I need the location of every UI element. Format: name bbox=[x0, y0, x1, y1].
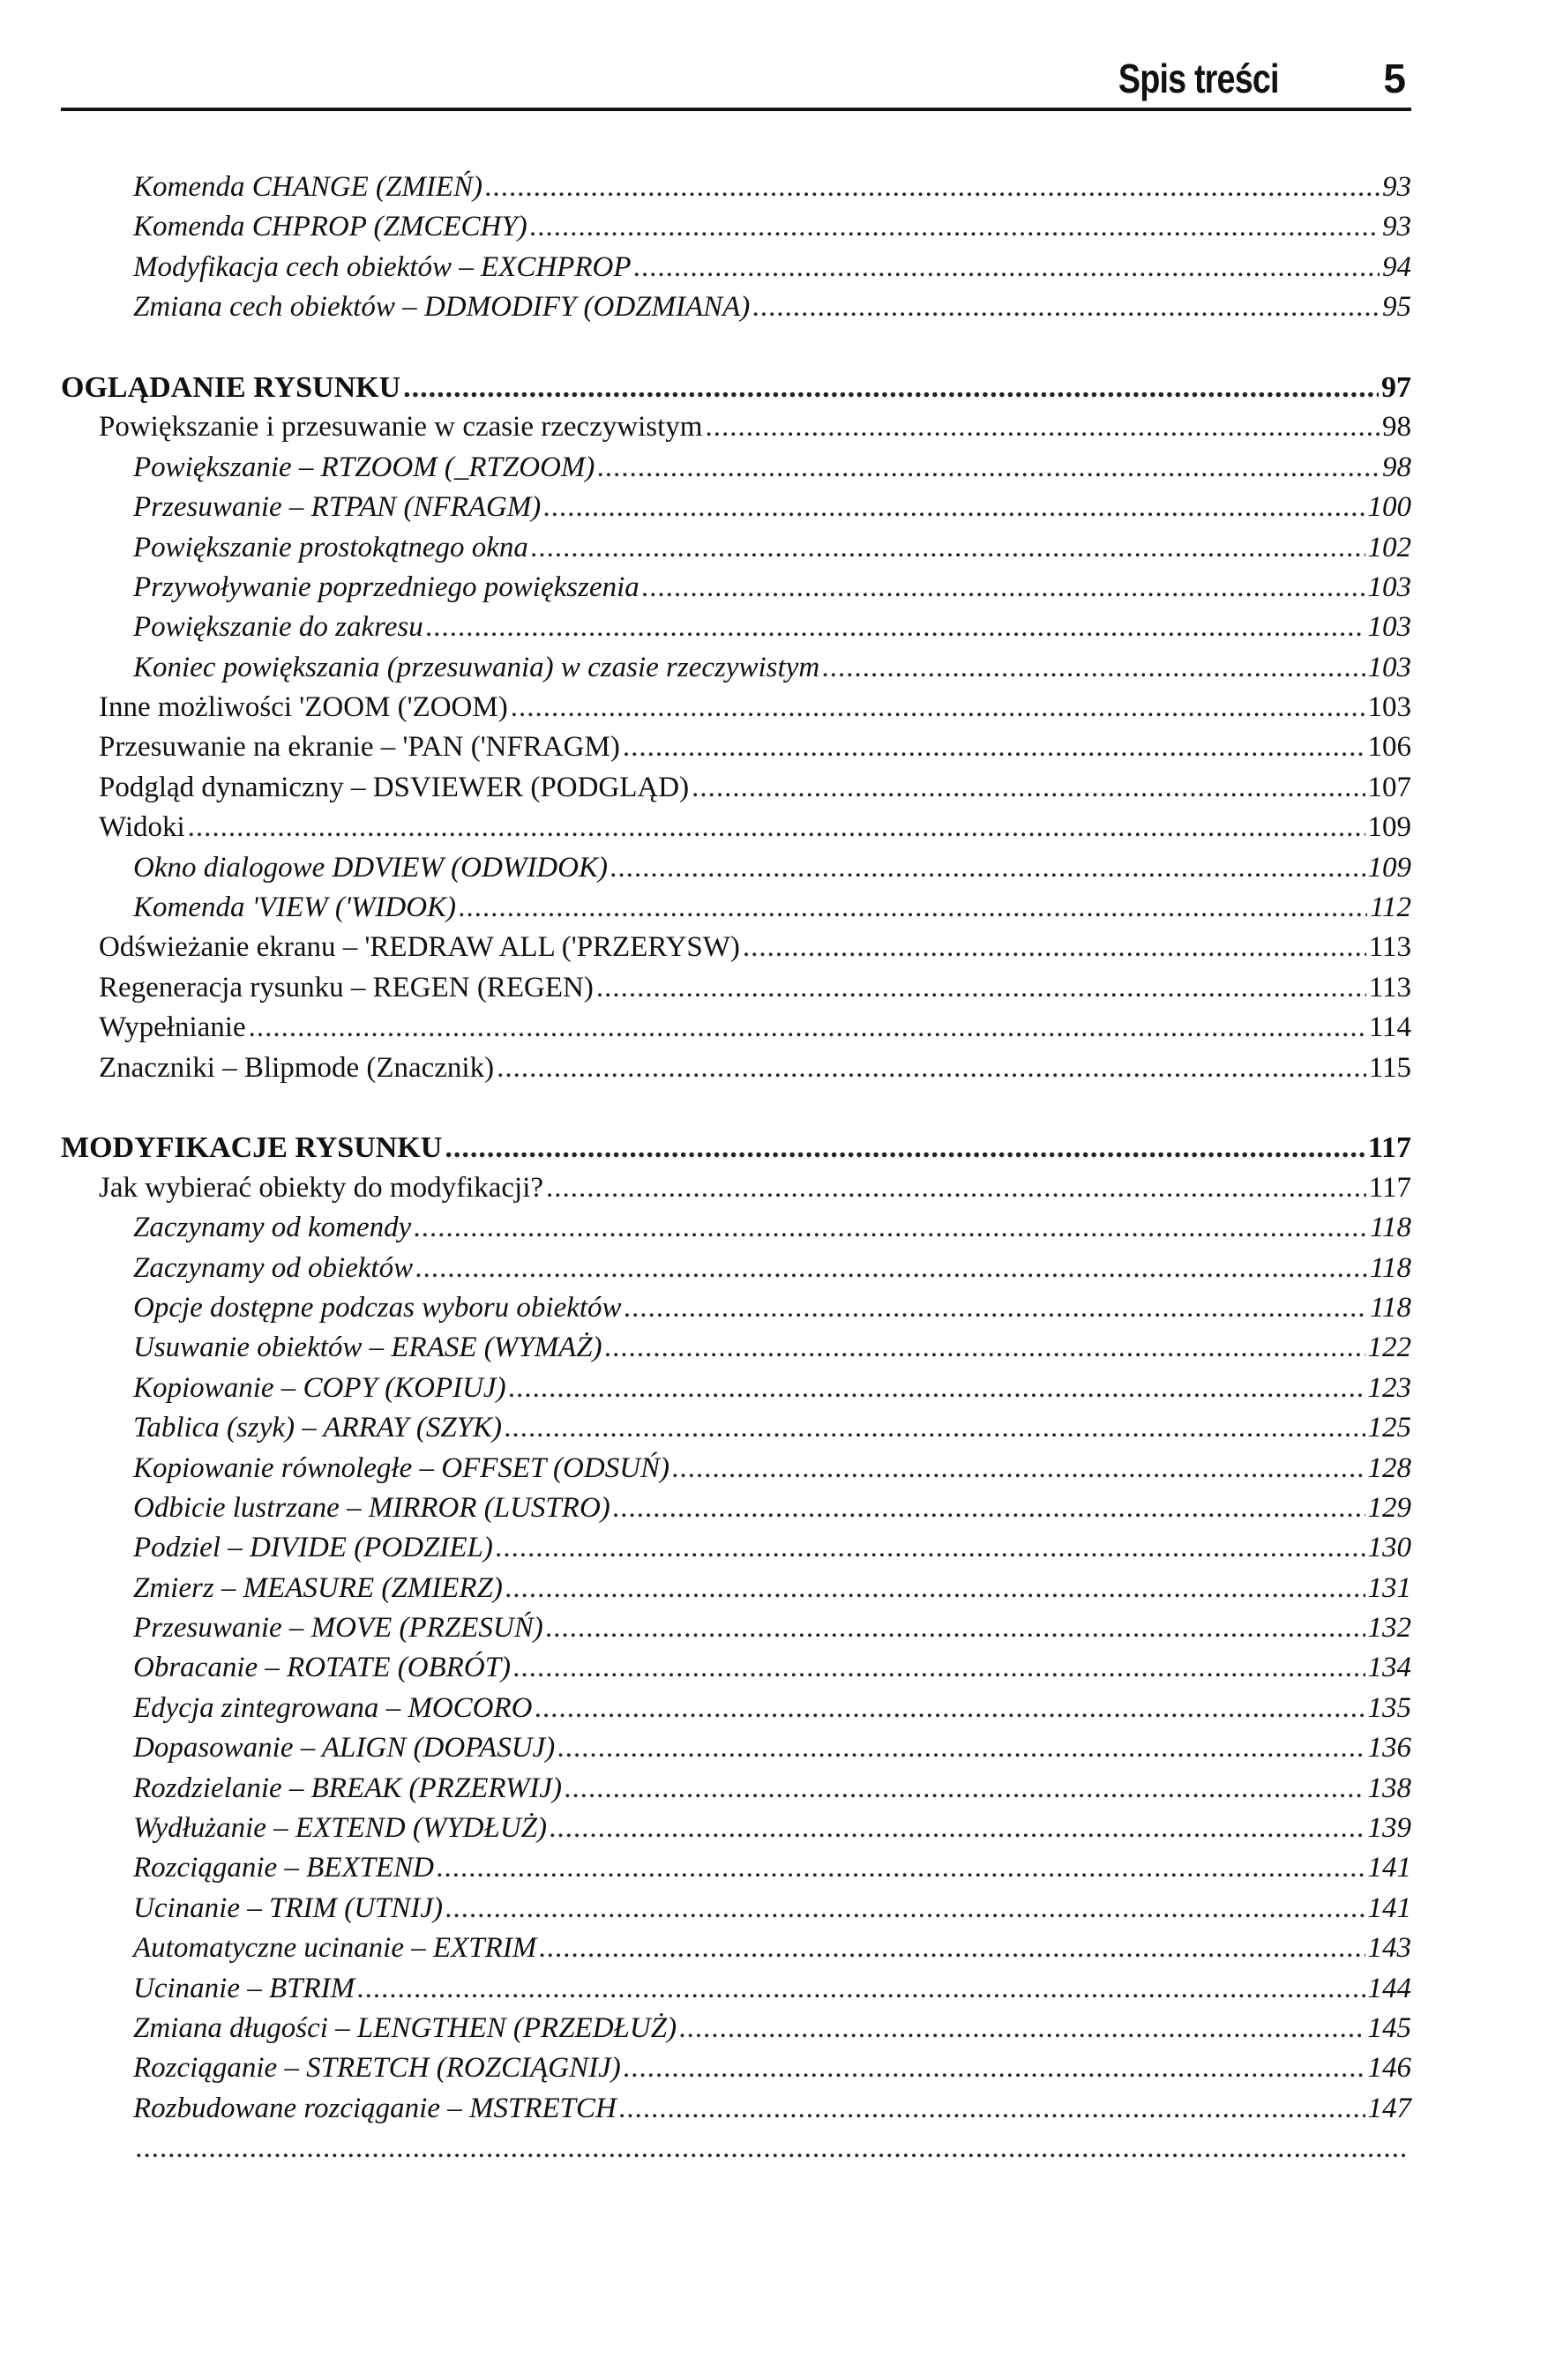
toc-entry-title: Koniec powiększania (przesuwania) w czasie rzeczywistym bbox=[133, 651, 820, 683]
dot-leader bbox=[249, 1008, 1366, 1048]
toc-entry-page: 139 bbox=[1367, 1812, 1411, 1845]
toc-entry[interactable] bbox=[61, 1008, 1411, 1048]
toc-entry[interactable] bbox=[61, 1969, 1411, 2009]
toc-section-title: MODYFIKACJE RYSUNKU bbox=[61, 1131, 443, 1165]
toc-entry[interactable] bbox=[61, 2089, 1411, 2129]
toc-entry-page: 115 bbox=[1368, 1051, 1411, 1084]
dot-leader bbox=[535, 1689, 1365, 1728]
toc-entry-page: 144 bbox=[1367, 1972, 1411, 2004]
dot-leader bbox=[624, 2048, 1365, 2088]
dot-leader bbox=[822, 648, 1365, 688]
toc-entry[interactable] bbox=[61, 888, 1411, 928]
dot-leader bbox=[546, 1608, 1365, 1648]
toc-entry-title: Odświeżanie ekranu – 'REDRAW ALL ('PRZERYSW) bbox=[99, 931, 740, 964]
toc-entry[interactable] bbox=[61, 2129, 1411, 2168]
toc-entry-title: Komenda CHPROP (ZMCECHY) bbox=[133, 211, 527, 243]
toc-entry-page: 109 bbox=[1367, 811, 1411, 844]
dot-leader bbox=[531, 528, 1365, 568]
toc-entry-title: Rozciąganie – STRETCH (ROZCIĄGNIJ) bbox=[133, 2052, 621, 2085]
dot-leader bbox=[513, 1648, 1365, 1688]
toc-entry-title: Przesuwanie na ekranie – 'PAN ('NFRAGM) bbox=[99, 731, 620, 764]
toc-entry[interactable] bbox=[61, 688, 1411, 727]
toc-entry[interactable] bbox=[61, 1728, 1411, 1768]
toc-entry-title: Znaczniki – Blipmode (Znacznik) bbox=[99, 1051, 495, 1084]
toc-entry-page: 129 bbox=[1367, 1491, 1411, 1524]
toc-entry[interactable] bbox=[61, 448, 1411, 488]
toc-section-page: 117 bbox=[1367, 1131, 1411, 1165]
dot-leader bbox=[505, 1569, 1365, 1608]
toc-entry-page: 136 bbox=[1367, 1732, 1411, 1764]
toc-entry-title: Podgląd dynamiczny – DSVIEWER (PODGLĄD) bbox=[99, 771, 690, 803]
toc-entry-title: Zmiana długości – LENGTHEN (PRZEDŁUŻ) bbox=[133, 2011, 677, 2044]
toc-entry-title: Powiększanie i przesuwanie w czasie rzeczywistym bbox=[99, 411, 703, 444]
toc-entry-title: Komenda CHANGE (ZMIEŃ) bbox=[133, 171, 482, 203]
toc-entry-title: Modyfikacja cech obiektów – EXCHPROP bbox=[133, 250, 632, 283]
dot-leader bbox=[672, 1449, 1365, 1488]
toc-entry-title: Odbicie lustrzane – MIRROR (LUSTRO) bbox=[133, 1491, 610, 1524]
toc-entry-title: Podziel – DIVIDE (PODZIEL) bbox=[133, 1532, 493, 1564]
dot-leader bbox=[445, 1889, 1365, 1929]
toc-entry[interactable] bbox=[61, 528, 1411, 568]
toc-entry-title: Automatyczne ucinanie – EXTRIM bbox=[133, 1932, 537, 1965]
toc-entry-title: Dopasowanie – ALIGN (DOPASUJ) bbox=[133, 1732, 556, 1764]
dot-leader bbox=[705, 407, 1380, 447]
dot-leader bbox=[530, 207, 1380, 247]
toc-entry-page: 103 bbox=[1367, 571, 1411, 603]
toc-entry-page: 98 bbox=[1382, 411, 1411, 444]
toc-entry[interactable] bbox=[61, 568, 1411, 608]
toc-entry-page: 141 bbox=[1367, 1891, 1411, 1924]
toc-entry-page: 123 bbox=[1367, 1371, 1411, 1404]
toc-entry-page: 114 bbox=[1368, 1011, 1411, 1044]
toc-section-title: OGLĄDANIE RYSUNKU bbox=[61, 370, 401, 404]
toc-entry-page: 109 bbox=[1367, 851, 1411, 884]
toc-entry[interactable] bbox=[61, 1848, 1411, 1888]
toc-entry-page: 118 bbox=[1369, 1251, 1411, 1284]
dot-leader bbox=[509, 1369, 1365, 1408]
toc-entry-page: 147 bbox=[1367, 2092, 1411, 2124]
toc-entry-page: 145 bbox=[1367, 2011, 1411, 2044]
page-title: Spis treści bbox=[1118, 56, 1279, 101]
toc-entry-title: Kopiowanie – COPY (KOPIUJ) bbox=[133, 1371, 506, 1404]
toc-entry-title: Ucinanie – BTRIM bbox=[133, 1972, 355, 2004]
table-of-contents bbox=[61, 168, 1411, 2169]
toc-entry[interactable] bbox=[61, 1528, 1411, 1568]
toc-entry-title: Rozbudowane rozciąganie – MSTRETCH bbox=[133, 2092, 617, 2124]
toc-entry-title: Zmiana cech obiektów – DDMODIFY (ODZMIANA) bbox=[133, 291, 751, 324]
dot-leader bbox=[619, 2089, 1365, 2129]
toc-entry-title: Powiększanie – RTZOOM (_RTZOOM) bbox=[133, 451, 595, 483]
toc-entry-page: 98 bbox=[1382, 451, 1411, 483]
toc-entry-page: 122 bbox=[1367, 1332, 1411, 1364]
page-header bbox=[61, 53, 1411, 111]
toc-entry-page: 93 bbox=[1382, 211, 1411, 243]
toc-entry-title: Zmierz – MEASURE (ZMIERZ) bbox=[133, 1571, 503, 1604]
dot-leader bbox=[505, 1408, 1365, 1448]
toc-entry[interactable] bbox=[61, 768, 1411, 808]
toc-entry-page: 112 bbox=[1369, 892, 1411, 924]
dot-leader bbox=[426, 608, 1365, 647]
dot-leader bbox=[743, 928, 1366, 967]
toc-entry[interactable] bbox=[61, 1889, 1411, 1929]
toc-entry-title: Widoki bbox=[99, 811, 185, 844]
toc-entry[interactable] bbox=[61, 207, 1411, 247]
toc-entry-page: 135 bbox=[1367, 1691, 1411, 1724]
toc-entry[interactable] bbox=[61, 2009, 1411, 2048]
dot-leader bbox=[437, 1848, 1365, 1888]
dot-leader bbox=[445, 1128, 1365, 1168]
toc-entry-title: Komenda 'VIEW ('WIDOK) bbox=[133, 892, 457, 924]
toc-entry[interactable] bbox=[61, 1369, 1411, 1408]
dot-leader bbox=[623, 727, 1365, 767]
toc-entry[interactable] bbox=[61, 968, 1411, 1008]
dot-leader bbox=[459, 888, 1367, 928]
toc-entry[interactable] bbox=[61, 248, 1411, 287]
toc-entry[interactable] bbox=[61, 1208, 1411, 1248]
toc-entry-page: 94 bbox=[1382, 250, 1411, 283]
toc-entry[interactable] bbox=[61, 1168, 1411, 1208]
dot-leader bbox=[679, 2009, 1365, 2048]
toc-entry-title: Okno dialogowe DDVIEW (ODWIDOK) bbox=[133, 851, 608, 884]
dot-leader bbox=[605, 1328, 1365, 1368]
dot-leader bbox=[485, 168, 1380, 207]
toc-section-heading[interactable] bbox=[61, 1128, 1411, 1168]
dot-leader bbox=[136, 2129, 1409, 2168]
toc-entry[interactable] bbox=[61, 928, 1411, 967]
dot-leader bbox=[550, 1809, 1365, 1848]
toc-entry-title: Rozciąganie – BEXTEND bbox=[133, 1852, 434, 1884]
toc-entry[interactable] bbox=[61, 1328, 1411, 1368]
toc-entry-title: Wypełnianie bbox=[99, 1011, 246, 1044]
toc-entry-title: Inne możliwości 'ZOOM ('ZOOM) bbox=[99, 691, 508, 724]
toc-entry-title: Rozdzielanie – BREAK (PRZERWIJ) bbox=[133, 1772, 563, 1804]
toc-entry[interactable] bbox=[61, 808, 1411, 847]
toc-entry[interactable] bbox=[61, 1408, 1411, 1448]
dot-leader bbox=[188, 808, 1365, 847]
toc-entry-title: Przesuwanie – RTPAN (NFRAGM) bbox=[133, 491, 542, 524]
toc-entry-title: Ucinanie – TRIM (UTNIJ) bbox=[133, 1891, 444, 1924]
toc-entry-page: 130 bbox=[1367, 1532, 1411, 1564]
toc-entry[interactable] bbox=[61, 2048, 1411, 2088]
toc-entry-title: Jak wybierać obiekty do modyfikacji? bbox=[99, 1171, 544, 1204]
toc-entry-page: 113 bbox=[1368, 971, 1411, 1003]
toc-entry[interactable] bbox=[61, 1769, 1411, 1809]
toc-entry[interactable] bbox=[61, 407, 1411, 447]
dot-leader bbox=[511, 688, 1365, 727]
toc-entry-title: Wydłużanie – EXTEND (WYDŁUŻ) bbox=[133, 1812, 548, 1845]
toc-entry[interactable] bbox=[61, 1048, 1411, 1088]
toc-entry-title: Edycja zintegrowana – MOCORO bbox=[133, 1691, 533, 1724]
toc-entry-page: 95 bbox=[1382, 291, 1411, 324]
toc-entry[interactable] bbox=[61, 1449, 1411, 1488]
toc-entry-page: 138 bbox=[1367, 1772, 1411, 1804]
toc-entry[interactable] bbox=[61, 1809, 1411, 1848]
toc-entry-page: 93 bbox=[1382, 171, 1411, 203]
toc-entry-title: Usuwanie obiektów – ERASE (WYMAŻ) bbox=[133, 1332, 602, 1364]
toc-entry[interactable] bbox=[61, 488, 1411, 527]
toc-entry-page: 113 bbox=[1368, 931, 1411, 964]
toc-entry-title: Tablica (szyk) – ARRAY (SZYK) bbox=[133, 1412, 503, 1444]
dot-leader bbox=[357, 1969, 1365, 2009]
toc-entry-title: Powiększanie prostokątnego okna bbox=[133, 531, 528, 563]
toc-entry-title: Powiększanie do zakresu bbox=[133, 611, 423, 644]
dot-leader bbox=[557, 1728, 1365, 1768]
dot-leader bbox=[497, 1048, 1366, 1088]
toc-entry-page: 131 bbox=[1367, 1571, 1411, 1604]
dot-leader bbox=[403, 368, 1379, 407]
dot-leader bbox=[610, 848, 1365, 888]
toc-entry[interactable] bbox=[61, 608, 1411, 647]
dot-leader bbox=[624, 1288, 1367, 1328]
toc-entry[interactable] bbox=[61, 168, 1411, 207]
dot-leader bbox=[613, 1488, 1365, 1528]
toc-entry-page: 118 bbox=[1369, 1212, 1411, 1244]
dot-leader bbox=[752, 287, 1380, 327]
dot-leader bbox=[596, 968, 1366, 1008]
toc-entry[interactable] bbox=[61, 1288, 1411, 1328]
dot-leader bbox=[496, 1528, 1365, 1568]
toc-entry-title: Zaczynamy od komendy bbox=[133, 1212, 412, 1244]
dot-leader bbox=[692, 768, 1365, 808]
toc-entry-page: 128 bbox=[1367, 1451, 1411, 1484]
section-spacer bbox=[61, 1088, 1411, 1128]
dot-leader bbox=[642, 568, 1365, 608]
dot-leader bbox=[633, 248, 1380, 287]
toc-entry-page: 100 bbox=[1367, 491, 1411, 524]
toc-section-heading[interactable] bbox=[61, 368, 1411, 407]
toc-entry[interactable] bbox=[61, 1608, 1411, 1648]
toc-entry-title: Obracanie – ROTATE (OBRÓT) bbox=[133, 1652, 512, 1684]
toc-entry-page: 146 bbox=[1367, 2052, 1411, 2085]
toc-section-page: 97 bbox=[1381, 370, 1411, 404]
toc-entry-page: 118 bbox=[1369, 1291, 1411, 1324]
toc-entry-title: Przesuwanie – MOVE (PRZESUŃ) bbox=[133, 1612, 543, 1645]
toc-entry-title: Przywoływanie poprzedniego powiększenia bbox=[133, 571, 639, 603]
toc-entry-page: 134 bbox=[1367, 1652, 1411, 1684]
dot-leader bbox=[597, 448, 1380, 488]
toc-entry-page: 103 bbox=[1367, 611, 1411, 644]
toc-entry[interactable] bbox=[61, 1648, 1411, 1688]
dot-leader bbox=[414, 1208, 1367, 1248]
toc-entry[interactable] bbox=[61, 1488, 1411, 1528]
toc-entry[interactable] bbox=[61, 1689, 1411, 1728]
toc-entry-page: 102 bbox=[1367, 531, 1411, 563]
toc-entry[interactable] bbox=[61, 287, 1411, 327]
toc-entry[interactable] bbox=[61, 1929, 1411, 1968]
toc-entry-title: Zaczynamy od obiektów bbox=[133, 1251, 414, 1284]
toc-entry-page: 141 bbox=[1367, 1852, 1411, 1884]
dot-leader bbox=[415, 1249, 1367, 1288]
toc-entry[interactable] bbox=[61, 648, 1411, 688]
toc-entry-page: 117 bbox=[1368, 1171, 1411, 1204]
toc-entry[interactable] bbox=[61, 848, 1411, 888]
toc-entry-title: Opcje dostępne podczas wyboru obiektów bbox=[133, 1291, 622, 1324]
toc-entry-page: 103 bbox=[1367, 651, 1411, 683]
toc-entry-page: 106 bbox=[1367, 731, 1411, 764]
toc-entry-title: Kopiowanie równoległe – OFFSET (ODSUŃ) bbox=[133, 1451, 670, 1484]
toc-entry[interactable] bbox=[61, 727, 1411, 767]
dot-leader bbox=[539, 1929, 1365, 1968]
toc-entry[interactable] bbox=[61, 1249, 1411, 1288]
toc-entry-page: 125 bbox=[1367, 1412, 1411, 1444]
toc-entry-title: Regeneracja rysunku – REGEN (REGEN) bbox=[99, 971, 594, 1003]
page-number: 5 bbox=[1383, 56, 1406, 101]
toc-entry-page: 103 bbox=[1367, 691, 1411, 724]
dot-leader bbox=[546, 1168, 1366, 1208]
toc-entry-page: 143 bbox=[1367, 1932, 1411, 1965]
toc-entry[interactable] bbox=[61, 1569, 1411, 1608]
toc-entry-page: 132 bbox=[1367, 1612, 1411, 1645]
toc-entry-page: 107 bbox=[1367, 771, 1411, 803]
section-spacer bbox=[61, 328, 1411, 368]
dot-leader bbox=[543, 488, 1365, 527]
dot-leader bbox=[565, 1769, 1365, 1809]
